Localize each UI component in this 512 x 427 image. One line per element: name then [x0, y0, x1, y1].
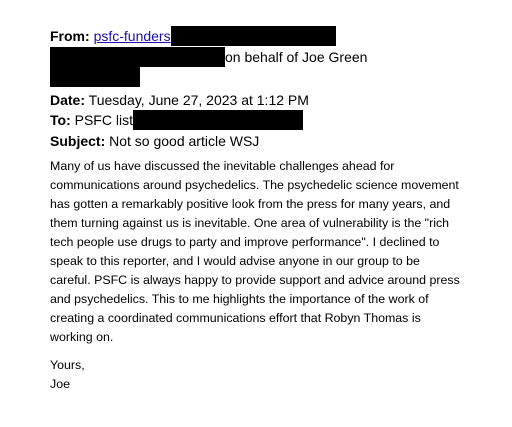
on-behalf-text: on behalf of Joe Green	[225, 48, 368, 65]
subject-value: Not so good article WSJ	[109, 132, 260, 149]
subject-line	[50, 131, 490, 152]
email-body	[50, 157, 470, 347]
body-line: has gotten a remarkably positive look from the press for many years, and	[50, 197, 451, 211]
date-label: Date:	[50, 91, 86, 108]
to-label: To:	[50, 112, 71, 128]
from-continuation-line-2	[50, 67, 490, 88]
redacted-block	[50, 67, 140, 87]
body-line: careful. PSFC is always happy to provide support and advice around press	[50, 273, 460, 287]
body-line: speak to this reporter, and I would advise anyone in our group to be	[50, 254, 420, 268]
body-line: and psychedelics. This to me highlights the importance of the work of	[50, 292, 429, 306]
date-value: Tuesday, June 27, 2023 at 1:12 PM	[88, 91, 309, 108]
from-continuation-line	[50, 47, 490, 68]
closing-text: Yours,	[50, 358, 85, 372]
from-sender-link[interactable]: psfc-funders	[93, 28, 171, 44]
body-line: Many of us have discussed the inevitable challenges ahead for	[50, 159, 395, 173]
to-value: PSFC list	[74, 112, 133, 128]
from-line	[50, 26, 490, 47]
date-line	[50, 90, 490, 111]
body-line: communications around psychedelics. The psychedelic science movement	[50, 178, 459, 192]
redacted-block	[171, 26, 336, 46]
body-line: working on.	[50, 330, 114, 344]
redacted-block	[50, 47, 225, 67]
redacted-block	[133, 110, 303, 130]
to-line	[50, 110, 490, 131]
email-header	[50, 26, 490, 151]
signature-text: Joe	[50, 377, 70, 391]
email-signoff	[50, 356, 85, 394]
from-label: From:	[50, 28, 90, 44]
body-line: tech people use drugs to party and improve performance". I declined to	[50, 235, 440, 249]
body-line: creating a coordinated communications effort that Robyn Thomas is	[50, 311, 421, 325]
subject-label: Subject:	[50, 132, 106, 149]
body-line: them turning against us is inevitable. One area of vulnerability is the "rich	[50, 216, 450, 230]
